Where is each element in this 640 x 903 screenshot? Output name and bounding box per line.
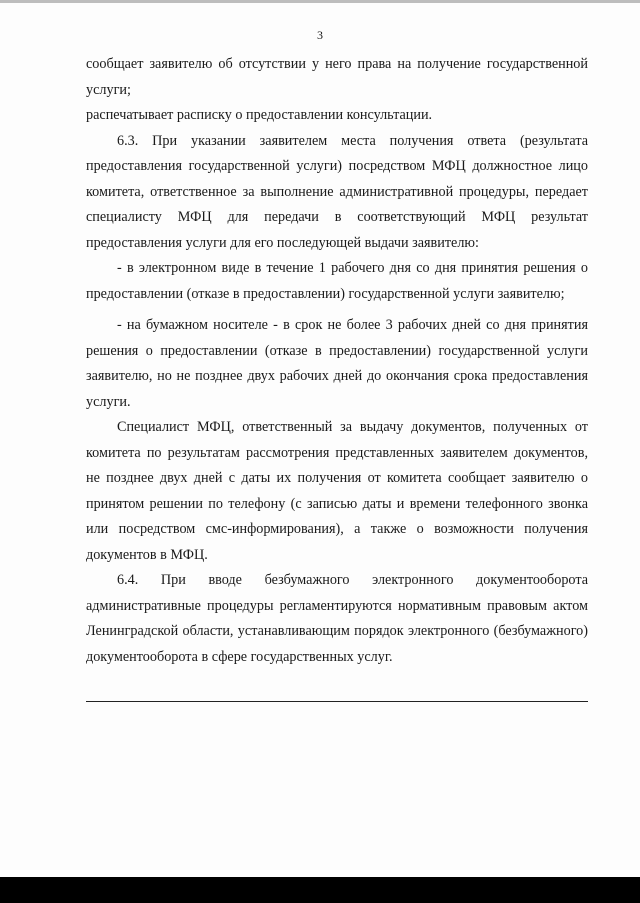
page-number: 3 xyxy=(317,28,323,42)
paragraph-specialist: Специалист МФЦ, ответственный за выдачу документов, полученных от комитета по результатам рассмотрения представленных заявителем документов, не позднее двух дней с даты их получения от комитета сообщает заявителю о принятом решении по телефону (с записью даты и времени телефонного звонка или посредством смс-информирования), а также о возможности получения документов в МФЦ. xyxy=(86,419,588,563)
list-item-paper: - на бумажном носителе - в срок не более 3 рабочих дней со дня принятия решения о предоставлении (отказе в предоставлении) государственной услуги заявителю, но не позднее двух рабочих дней до окончания срока предоставления услуги. xyxy=(86,317,588,410)
document-body xyxy=(86,52,588,670)
paragraph-6-3: 6.3. При указании заявителем места получения ответа (результата предоставления государственной услуги) посредством МФЦ должностное лицо комитета, ответственное за выполнение административной процедуры, передает специалисту МФЦ для передачи в соответствующий МФЦ результат предоставления услуги для его последующей выдачи заявителю: xyxy=(86,132,588,251)
list-item-electronic: - в электронном виде в течение 1 рабочего дня со дня принятия решения о предоставлении (отказе в предоставлении) государственной услуги заявителю; xyxy=(86,260,588,302)
paragraph-2: распечатывает расписку о предоставлении консультации. xyxy=(86,107,433,123)
paragraph-6-4: 6.4. При вводе безбумажного электронного документооборота административные процедуры регламентируются нормативным правовым актом Ленинградской области, устанавливающим порядок электронного (безбумажного) документооборота в сфере государственных услуг. xyxy=(86,572,588,665)
horizontal-rule xyxy=(86,701,588,702)
scan-bottom-bar xyxy=(0,877,640,903)
paragraph-1: сообщает заявителю об отсутствии у него права на получение государственной услуги; xyxy=(86,56,588,98)
scan-top-edge xyxy=(0,0,640,3)
